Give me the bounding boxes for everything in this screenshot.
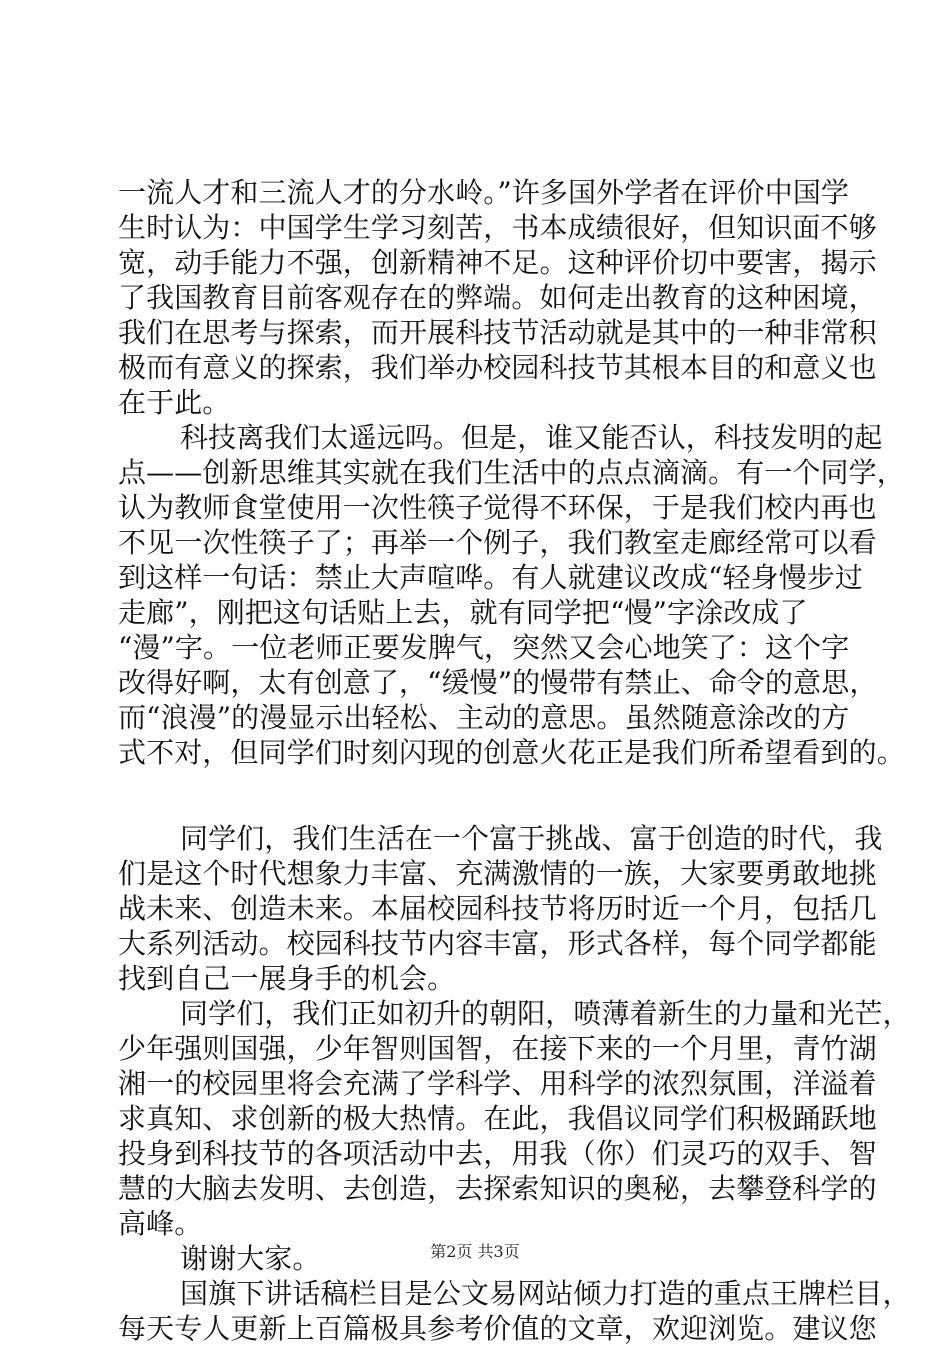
text-line-28: 慧的大脑去发明、去创造，去探索知识的奥秘，去攀登科学的 bbox=[118, 1172, 877, 1205]
text-line-5: 我们在思考与探索，而开展科技节活动就是其中的一种非常积 bbox=[118, 316, 877, 349]
text-line-6: 极而有意义的探索，我们举办校园科技节其根本目的和意义也 bbox=[118, 351, 877, 384]
text-line-9: 点——创新思维其实就在我们生活中的点点滴滴。有一个同学， bbox=[118, 456, 905, 489]
text-line-27: 投身到科技节的各项活动中去，用我（你）们灵巧的双手、智 bbox=[118, 1137, 877, 1170]
text-line-15: 改得好啊，太有创意了，“缓慢”的慢带有禁止、命令的意思， bbox=[118, 666, 878, 699]
text-line-25: 湘一的校园里将会充满了学科学、用科学的浓烈氛围，洋溢着 bbox=[118, 1067, 877, 1100]
text-line-14: “漫”字。一位老师正要发脾气，突然又会心地笑了：这个字 bbox=[118, 631, 850, 664]
text-line-31: 国旗下讲话稿栏目是公文易网站倾力打造的重点王牌栏目， bbox=[180, 1277, 911, 1310]
text-line-13: 走廊”，刚把这句话贴上去，就有同学把“慢”字涂改成了 bbox=[118, 596, 808, 629]
page-number: 第2页 共3页 bbox=[430, 1242, 520, 1261]
text-line-4: 了我国教育目前客观存在的弊端。如何走出教育的这种困境， bbox=[118, 281, 877, 314]
text-line-2: 生时认为：中国学生学习刻苦，书本成绩很好，但知识面不够 bbox=[118, 211, 877, 244]
text-line-12: 到这样一句话：禁止大声喧哗。有人就建议改成“轻身慢步过 bbox=[118, 561, 864, 594]
text-line-3: 宽，动手能力不强，创新精神不足。这种评价切中要害，揭示 bbox=[118, 246, 877, 279]
text-line-26: 求真知、求创新的极大热情。在此，我倡议同学们积极踊跃地 bbox=[118, 1102, 877, 1135]
text-line-11: 不见一次性筷子了；再举一个例子，我们教室走廊经常可以看 bbox=[118, 526, 877, 559]
text-line-32: 每天专人更新上百篇极具参考价值的文章，欢迎浏览。建议您 bbox=[118, 1312, 877, 1345]
text-line-24: 少年强则国强，少年智则国智，在接下来的一个月里，青竹湖 bbox=[118, 1032, 877, 1065]
text-line-17: 式不对，但同学们时刻闪现的创意火花正是我们所希望看到的。 bbox=[118, 736, 905, 769]
text-line-19: 们是这个时代想象力丰富、充满激情的一族，大家要勇敢地挑 bbox=[118, 857, 877, 890]
text-line-1: 一流人才和三流人才的分水岭。”许多国外学者在评价中国学 bbox=[118, 176, 850, 209]
text-line-10: 认为教师食堂使用一次性筷子觉得不环保，于是我们校内再也 bbox=[118, 491, 877, 524]
text-line-22: 找到自己一展身手的机会。 bbox=[118, 962, 456, 995]
text-line-23: 同学们，我们正如初升的朝阳，喷薄着新生的力量和光芒， bbox=[180, 997, 911, 1030]
text-line-30: 谢谢大家。 bbox=[180, 1242, 321, 1275]
text-line-7: 在于此。 bbox=[118, 386, 231, 419]
text-line-20: 战未来、创造未来。本届校园科技节将历时近一个月，包括几 bbox=[118, 892, 877, 925]
text-line-29: 高峰。 bbox=[118, 1207, 203, 1240]
text-line-21: 大系列活动。校园科技节内容丰富，形式各样，每个同学都能 bbox=[118, 927, 877, 960]
text-line-18: 同学们，我们生活在一个富于挑战、富于创造的时代，我 bbox=[180, 822, 883, 855]
text-line-8: 科技离我们太遥远吗。但是，谁又能否认，科技发明的起 bbox=[180, 421, 883, 454]
text-line-16: 而“浪漫”的漫显示出轻松、主动的意思。虽然随意涂改的方 bbox=[118, 701, 850, 734]
